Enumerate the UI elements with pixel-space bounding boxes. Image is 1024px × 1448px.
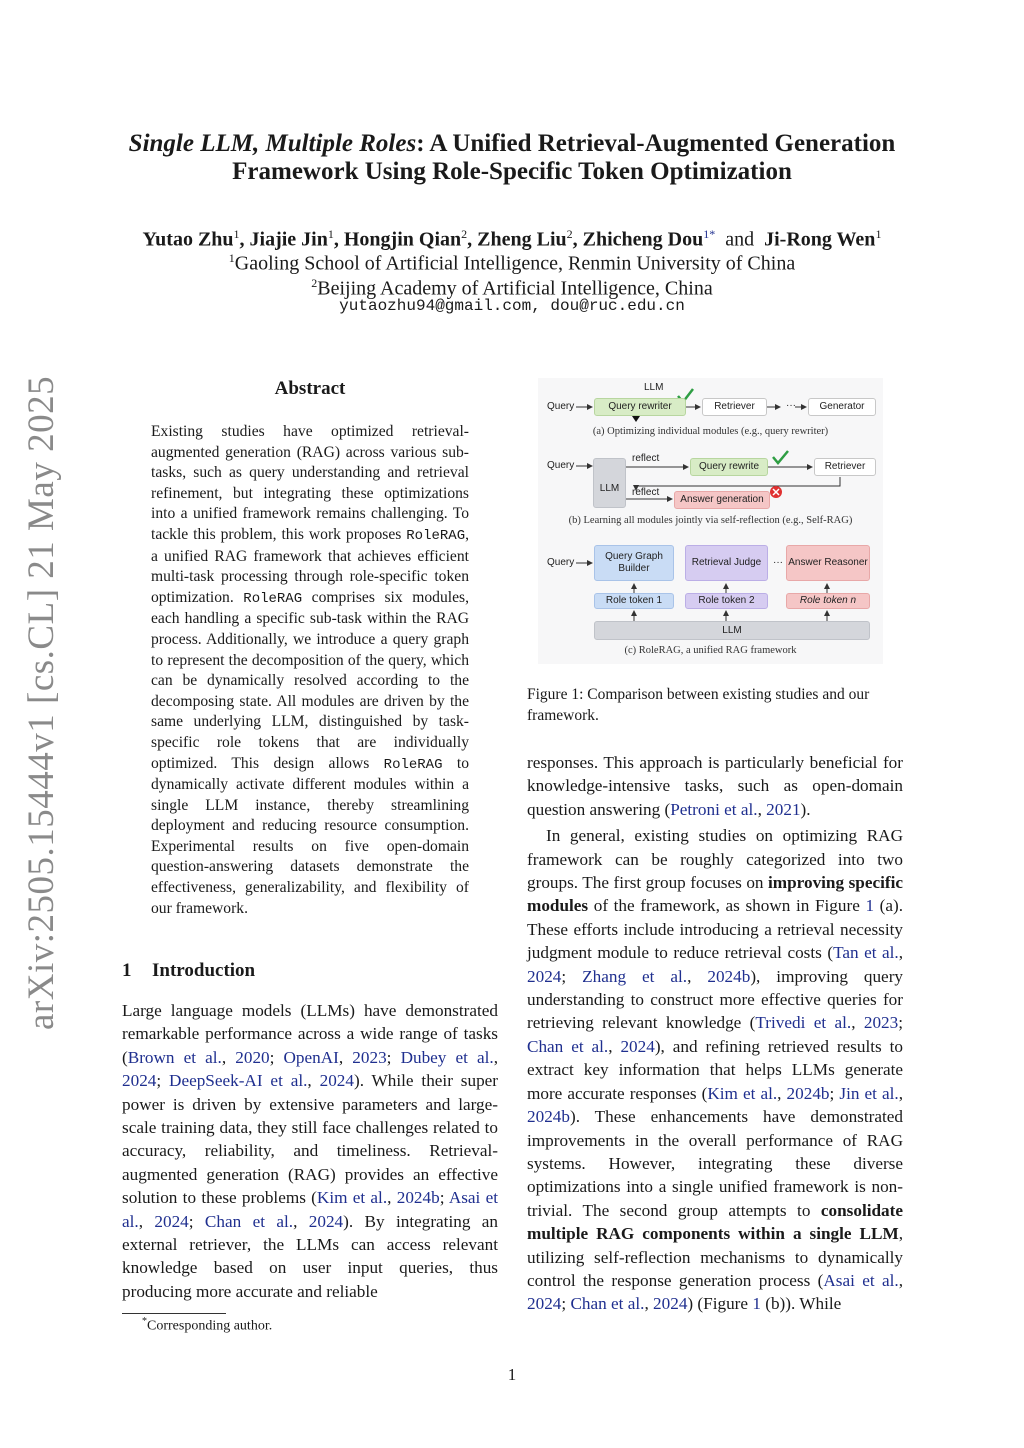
fig-b-caption: (b) Learning all modules jointly via self-reflection (e.g., Self-RAG)	[568, 515, 853, 526]
citation-link[interactable]: Dubey et al.	[400, 1047, 494, 1067]
footnote-mark: *	[142, 1316, 147, 1327]
fig-b-query-rewrite: Query rewrite	[690, 458, 768, 476]
fig-c-role-token-n: Role token n	[786, 593, 870, 609]
citation-link[interactable]: 2024b	[396, 1188, 440, 1208]
fig-a-query-rewriter: Query rewriter	[594, 398, 686, 416]
citation-link[interactable]: 2024	[620, 1036, 655, 1056]
citation-link[interactable]: Brown et al.	[127, 1047, 222, 1067]
arxiv-identifier: arXiv:2505.15444v1 [cs.CL] 21 May 2025	[21, 375, 62, 1030]
rolerag-name: RoleRAG	[383, 756, 443, 773]
fig-c-caption: (c) RoleRAG, a unified RAG framework	[624, 645, 797, 656]
affiliation-mark: 2	[311, 276, 318, 290]
fig-b-reflect-top: reflect	[632, 453, 660, 464]
author-mark: 2	[461, 227, 468, 241]
citation-link[interactable]: 2024	[653, 1294, 688, 1314]
author-name: Zheng Liu	[477, 228, 567, 251]
fig-c-query-label: Query	[547, 557, 575, 568]
fig-c-role-token-1: Role token 1	[594, 593, 674, 609]
author-name: Jiajie Jin	[249, 228, 328, 251]
author-mark: 1	[875, 227, 882, 241]
citation-link[interactable]: Asai et al.	[823, 1270, 899, 1290]
title-line1: : A Unified Retrieval-Augmented Generation	[416, 130, 896, 157]
citation-link[interactable]: OpenAI	[283, 1047, 339, 1067]
rolerag-name: RoleRAG	[406, 527, 466, 544]
affiliation-text: Gaoling School of Artificial Intelligence, Renmin University of China	[234, 252, 796, 275]
citation-link[interactable]: 2021	[766, 799, 801, 819]
fig-a-generator: Generator	[808, 398, 876, 416]
footnote-rule	[122, 1313, 226, 1314]
figure-1	[538, 378, 883, 664]
citation-link[interactable]: Chan et al.	[204, 1211, 294, 1231]
citation-link[interactable]: 2024b	[786, 1083, 830, 1103]
citation-link[interactable]: Trivedi et al.	[755, 1013, 852, 1033]
section-title: Introduction	[152, 960, 256, 981]
abstract-body	[151, 422, 469, 919]
citation-link[interactable]: DeepSeek-AI et al.	[169, 1071, 308, 1091]
check-icon	[773, 451, 788, 463]
author-name: Hongjin Qian	[343, 228, 462, 251]
citation-link[interactable]: 2023	[863, 1013, 899, 1033]
affiliation-mark: 1	[228, 251, 235, 265]
figure-caption: Figure 1: Comparison between existing studies and our framework.	[527, 686, 870, 724]
page-number: 1	[507, 1365, 517, 1384]
title-line2: Framework Using Role-Specific Token Optimization	[232, 158, 792, 185]
fig-c-role-token-2: Role token 2	[685, 593, 768, 609]
fig-a-ellipsis: ···	[786, 400, 796, 411]
fig-b-answer-generation: Answer generation	[674, 491, 770, 509]
fig-a-retriever: Retriever	[702, 398, 767, 416]
fig-b-retriever: Retriever	[814, 458, 876, 476]
author-list: Yutao Zhu$^1$, Jiajie Jin$^1$, Hongjin Qian$^2$, Zheng Liu$^2$, Zhicheng Dou$^{1*}$ and Ji-Rong Wen$^1$	[142, 227, 882, 251]
abstract-heading: Abstract	[274, 378, 346, 399]
paper-title	[100, 130, 924, 186]
llm-pointer-icon	[632, 416, 640, 422]
fig-a-query-label: Query	[547, 401, 575, 412]
fig-b-reflect-bottom: reflect	[632, 487, 660, 498]
author-name: Zhicheng Dou	[582, 228, 704, 251]
author-emails: yutaozhu94@gmail.com, dou@ruc.edu.cn	[339, 297, 685, 315]
author-mark: 1	[233, 227, 240, 241]
citation-link[interactable]: 2024	[527, 966, 562, 986]
citation-link[interactable]: Zhang et al.	[582, 966, 688, 986]
footnote-text: Corresponding author.	[147, 1318, 273, 1334]
author-mark: 2	[566, 227, 573, 241]
paragraph: Large language models (LLMs) have demonstrated remarkable performance across a wide range of tasks (Brown et al., 2020; OpenAI, 2023; Dubey et al., 2024; DeepSeek-AI et al., 2024). While their super power is driven by extensive parameters and large-scale training data, they still face challenges related to accuracy, reliability, and timeliness. Retrieval-augmented generation (RAG) provides an effective solution to these problems (Kim et al., 2024b; Asai et al., 2024; Chan et al., 2024). By integrating an external retriever, the LLMs can access relevant knowledge based on user input queries, thus producing more accurate and reliable	[122, 1001, 499, 1301]
citation-link[interactable]: Jin et al.	[839, 1083, 899, 1103]
abstract-text: , a unified RAG framework that achieves efficient multi-task processing through role-specific token optimization.	[151, 525, 469, 606]
citation-link[interactable]: Chan et al.	[570, 1294, 645, 1314]
citation-link[interactable]: Asai et al.	[122, 1188, 499, 1231]
section-number: 1	[122, 960, 132, 981]
abstract-text: Existing studies have optimized retrieval-augmented generation (RAG) across various sub-tasks, such as query understanding and retrieval refinement, but integrating these optimizations into a unified framework remains challenging. To tackle this problem, this work proposes	[151, 423, 469, 543]
author-name: Yutao Zhu	[142, 228, 234, 251]
title-italic: Single LLM, Multiple Roles	[128, 130, 417, 157]
figure-ref-link[interactable]: 1	[752, 1294, 761, 1314]
citation-link[interactable]: Kim et al.	[316, 1188, 388, 1208]
section-heading	[122, 960, 255, 982]
fig-b-llm: LLM	[593, 458, 626, 508]
fig-a-caption: (a) Optimizing individual modules (e.g., query rewriter)	[592, 426, 829, 437]
fig-c-ellipsis: ···	[773, 557, 783, 568]
citation-link[interactable]: 2024	[154, 1211, 189, 1231]
fig-c-retrieval-judge: Retrieval Judge	[685, 545, 768, 581]
author-mark: 1	[327, 227, 334, 241]
citation-link[interactable]: 2020	[235, 1047, 270, 1067]
intro-left-column	[122, 999, 498, 1303]
emphasis: consolidate multiple RAG components within a single LLM	[527, 1200, 903, 1244]
citation-link[interactable]: 2024	[319, 1071, 354, 1091]
arrow	[636, 477, 840, 490]
author-conjunction: and	[725, 228, 755, 251]
fig-a-llm-label: LLM	[644, 382, 664, 393]
paragraph: In general, existing studies on optimizing RAG framework can be roughly categorized into two groups. The first group focuses on improving specific modules of the framework, as shown in Figure 1 (a). These efforts include introducing a retrieval necessity judgment module to reduce retrieval costs (Tan et al., 2024; Zhang et al., 2024b), improving query understanding to construct more effective queries for retrieving relevant knowledge (Trivedi et al., 2023; Chan et al., 2024), and refining retrieved results to extract key information that helps LLMs generate more accurate responses (Kim et al., 2024b; Jin et al., 2024b). These enhancements have demonstrated improvements in the overall performance of RAG systems. However, integrating these diverse optimizations into a single unified framework is non-trivial. The second group attempts to consolidate multiple RAG components within a single LLM, utilizing self-reflection mechanisms to dynamically control the response generation process (Asai et al., 2024; Chan et al., 2024) (Figure 1 (b)). While	[527, 826, 904, 1314]
citation-link[interactable]: 2024	[527, 1294, 562, 1314]
author-name: Ji-Rong Wen	[764, 228, 876, 251]
abstract-text: comprises six modules, each handling a specific sub-task within the RAG process. Additionally, we introduce a query graph to represent the decomposition of the query, which can be dynamically resolved according to the decomposing state. All modules are driven by the same underlying LLM, distinguished by task-specific role tokens that are individually optimized. This design allows	[151, 588, 469, 772]
citation-link[interactable]: 2024b	[527, 1107, 570, 1127]
rolerag-name: RoleRAG	[243, 590, 303, 607]
fig-b-query-label: Query	[547, 460, 575, 471]
citation-link[interactable]: 2024	[122, 1071, 157, 1091]
footnote	[142, 1316, 272, 1335]
fig-c-query-graph-builder: Query Graph Builder	[594, 545, 674, 581]
paragraph: responses. This approach is particularly beneficial for knowledge-intensive tasks, such as open-domain question answering (Petroni et al., 2021).	[527, 753, 903, 819]
fig-c-answer-reasoner: Answer Reasoner	[786, 545, 870, 581]
author-mark[interactable]: 1*	[703, 227, 716, 241]
citation-link[interactable]: Kim et al.	[707, 1083, 778, 1103]
citation-link[interactable]: Tan et al.	[833, 943, 899, 963]
citation-link[interactable]: Petroni et al.	[670, 799, 758, 819]
citation-link[interactable]: 2024	[308, 1211, 344, 1231]
citation-link[interactable]: Chan et al.	[527, 1036, 609, 1056]
abstract-text: to dynamically activate different modules within a single LLM instance, thereby streamlining deployment and reducing resource consumption. Experimental results on five open-domain question-answering datasets demonstrate the effectiveness, generalizability, and flexibility of our framework.	[151, 754, 469, 917]
fig-c-llm: LLM	[594, 621, 870, 640]
affiliation-text: Beijing Academy of Artificial Intelligence, China	[317, 277, 713, 300]
emphasis: improving specific modules	[527, 873, 903, 916]
citation-link[interactable]: 2023	[352, 1047, 387, 1067]
figure-ref-link[interactable]: 1	[865, 896, 875, 916]
intro-right-column	[527, 751, 903, 1316]
citation-link[interactable]: 2024b	[707, 966, 751, 986]
